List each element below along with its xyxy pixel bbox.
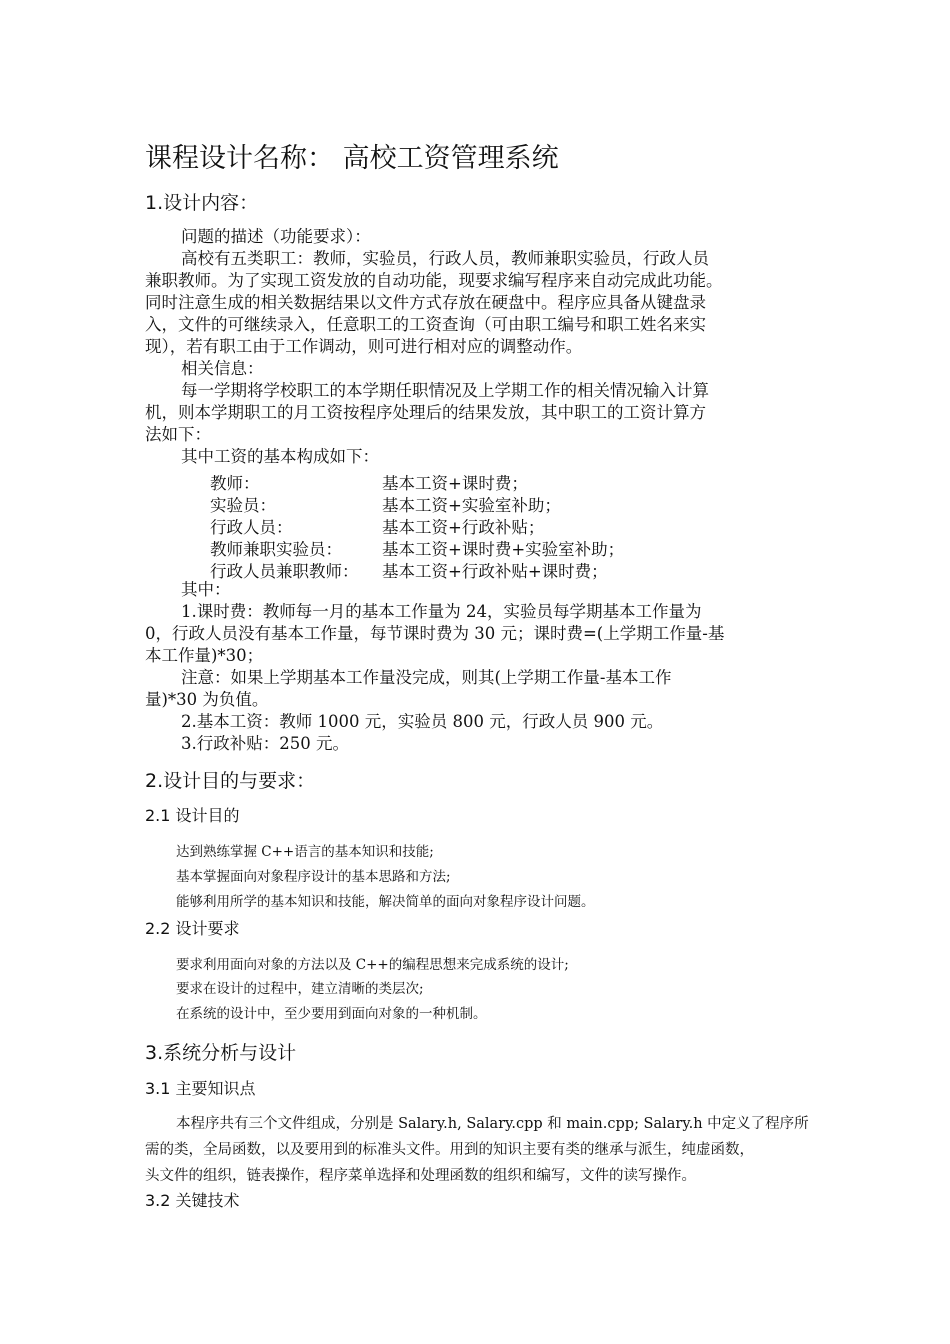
document-title: 课程设计名称： 高校工资管理系统 [145,143,559,174]
paragraph-admin-allowance: 3.行政补贴：250 元。 [181,734,349,753]
salary-row-formula: 基本工资+课时费+实验室补助； [382,540,625,559]
paragraph-line: 入，文件的可继续录入，任意职工的工资查询（可由职工编号和职工姓名来实 [145,315,706,334]
paragraph-where: 其中： [181,580,231,599]
subsection-3-1-heading: 3.1 主要知识点 [145,1079,256,1098]
paragraph-line: 0，行政人员没有基本工作量，每节课时费为 30 元；课时费=(上学期工作量-基 [145,624,725,643]
paragraph-line: 注意：如果上学期基本工作量没完成，则其(上学期工作量-基本工作 [181,668,672,687]
paragraph-base-salary: 2.基本工资：教师 1000 元，实验员 800 元，行政人员 900 元。 [181,712,664,731]
salary-row-label: 实验员： [210,496,276,515]
paragraph-line: 量)*30 为负值。 [145,690,269,709]
paragraph-line: 本工作量)*30； [145,646,264,665]
salary-row-formula: 基本工资+行政补贴； [382,518,545,537]
paragraph-line: 1.课时费：教师每一月的基本工作量为 24，实验员每学期基本工作量为 [181,602,702,621]
subsection-3-2-heading: 3.2 关键技术 [145,1191,240,1210]
subsection-2-2-heading: 2.2 设计要求 [145,919,240,938]
list-item: 要求在设计的过程中，建立清晰的类层次; [176,981,424,997]
paragraph-related-info: 相关信息： [181,359,264,378]
salary-row-label: 教师兼职实验员： [210,540,342,559]
paragraph-line: 头文件的组织，链表操作，程序菜单选择和处理函数的组织和编写，文件的读写操作。 [145,1168,696,1184]
list-item: 能够利用所学的基本知识和技能，解决简单的面向对象程序设计问题。 [176,894,595,910]
section-2-heading: 2.设计目的与要求： [145,770,316,792]
section-3-heading: 3.系统分析与设计 [145,1042,297,1064]
salary-row-formula: 基本工资+课时费； [382,474,528,493]
paragraph-line: 高校有五类职工：教师，实验员，行政人员，教师兼职实验员，行政人员 [181,249,709,268]
salary-row-formula: 基本工资+实验室补助； [382,496,561,515]
salary-row-label: 行政人员： [210,518,293,537]
paragraph-problem-description: 问题的描述（功能要求）： [181,227,371,246]
paragraph-line: 本程序共有三个文件组成，分别是 Salary.h, Salary.cpp 和 main.cpp; Salary.h 中定义了程序所 [176,1116,809,1132]
salary-row-label: 行政人员兼职教师： [210,562,359,581]
list-item: 基本掌握面向对象程序设计的基本思路和方法; [176,869,451,885]
paragraph-line: 每一学期将学校职工的本学期任职情况及上学期工作的相关情况输入计算 [181,381,709,400]
paragraph-line: 需的类，全局函数，以及要用到的标准头文件。用到的知识主要有类的继承与派生，纯虚函数， [145,1142,754,1158]
paragraph-line: 机，则本学期职工的月工资按程序处理后的结果发放，其中职工的工资计算方 [145,403,706,422]
paragraph-line: 法如下： [145,425,211,444]
subsection-2-1-heading: 2.1 设计目的 [145,806,240,825]
list-item: 要求利用面向对象的方法以及 C++的编程思想来完成系统的设计; [176,957,569,973]
list-item: 在系统的设计中，至少要用到面向对象的一种机制。 [176,1006,487,1022]
section-1-heading: 1.设计内容： [145,192,259,214]
salary-row-formula: 基本工资+行政补贴+课时费； [382,562,608,581]
paragraph-line: 兼职教师。为了实现工资发放的自动功能，现要求编写程序来自动完成此功能。 [145,271,723,290]
salary-row-label: 教师： [210,474,260,493]
paragraph-line: 同时注意生成的相关数据结果以文件方式存放在硬盘中。程序应具备从键盘录 [145,293,706,312]
paragraph-line: 现），若有职工由于工作调动，则可进行相对应的调整动作。 [145,337,583,356]
list-item: 达到熟练掌握 C++语言的基本知识和技能; [176,844,434,860]
paragraph-salary-composition: 其中工资的基本构成如下： [181,447,379,466]
